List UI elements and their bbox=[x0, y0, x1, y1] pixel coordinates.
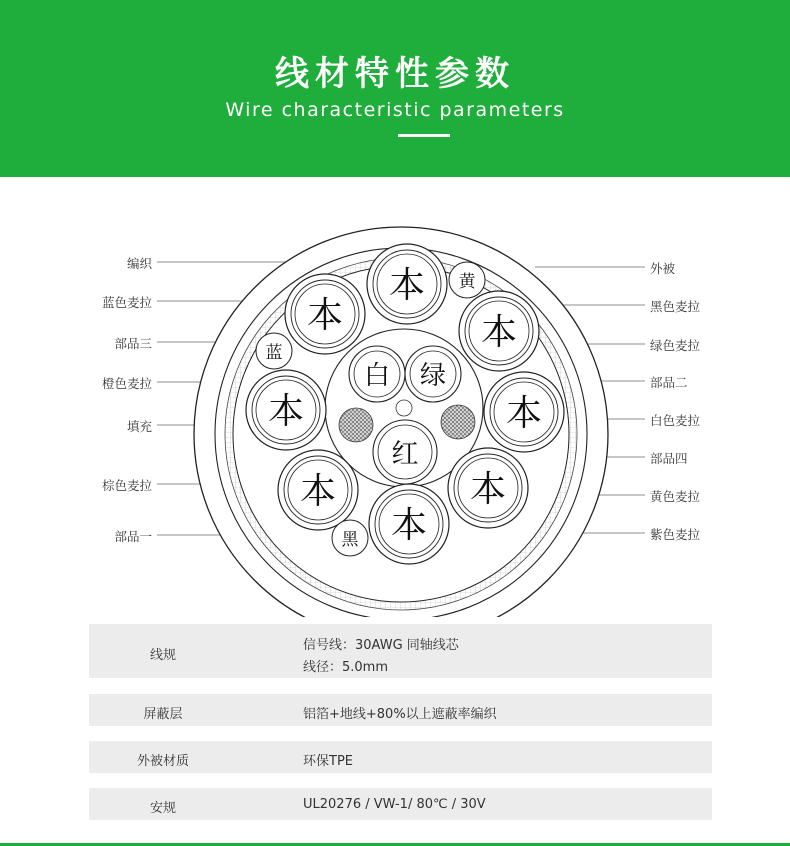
label-blue-mylar: 蓝色麦拉 bbox=[101, 295, 152, 310]
core-ben-label: 本 bbox=[505, 393, 543, 434]
spec-row-jacket bbox=[89, 741, 712, 773]
label-black-mylar: 黑色麦拉 bbox=[650, 299, 701, 314]
spec-row-safety bbox=[89, 788, 712, 820]
core-ben-label: 本 bbox=[480, 312, 518, 353]
core-red bbox=[373, 420, 437, 484]
label-part-one: 部品一 bbox=[114, 529, 152, 544]
spec-value: 信号线：30AWG 同轴线芯 bbox=[303, 638, 459, 653]
cable-cross-section-diagram bbox=[0, 177, 790, 617]
label-brown-mylar: 棕色麦拉 bbox=[101, 478, 152, 493]
label-white-mylar: 白色麦拉 bbox=[650, 413, 701, 428]
title-underline bbox=[398, 134, 450, 137]
core-black bbox=[332, 520, 368, 556]
spec-value: 线径：5.0mm bbox=[303, 660, 389, 675]
core-yellow bbox=[449, 262, 485, 298]
spec-label: 屏蔽层 bbox=[143, 707, 183, 722]
core-ben-3 bbox=[459, 291, 539, 371]
cable-diagram-svg bbox=[0, 177, 790, 617]
spec-value: 环保TPE bbox=[303, 754, 353, 769]
label-green-mylar: 绿色麦拉 bbox=[650, 338, 701, 353]
core-green bbox=[405, 346, 461, 402]
label-part-two: 部品二 bbox=[650, 375, 688, 390]
label-orange-mylar: 橙色麦拉 bbox=[101, 376, 152, 391]
spec-label: 安规 bbox=[149, 801, 176, 816]
filler-left bbox=[339, 408, 373, 442]
core-ben-label: 本 bbox=[306, 295, 344, 336]
core-green-label: 绿 bbox=[419, 361, 447, 391]
label-purple-mylar: 紫色麦拉 bbox=[650, 527, 701, 542]
label-braid: 编织 bbox=[126, 256, 152, 271]
center-filler bbox=[396, 400, 412, 416]
core-ben-label: 本 bbox=[469, 469, 507, 510]
spec-label: 线规 bbox=[149, 648, 176, 663]
core-ben-7 bbox=[448, 448, 528, 528]
core-red-label: 红 bbox=[391, 439, 419, 470]
core-white-label: 白 bbox=[363, 361, 391, 391]
header-banner bbox=[0, 0, 790, 177]
core-yellow-label: 黄 bbox=[458, 272, 476, 292]
filler-right bbox=[441, 405, 475, 439]
core-ben-label: 本 bbox=[299, 471, 337, 512]
core-ben-label: 本 bbox=[390, 505, 428, 546]
spec-row-gauge bbox=[89, 624, 712, 678]
label-filler: 填充 bbox=[126, 419, 152, 434]
core-white bbox=[349, 346, 405, 402]
spec-value: UL20276 / VW-1/ 80℃ / 30V bbox=[303, 797, 486, 812]
core-ben-label: 本 bbox=[388, 265, 426, 306]
label-part-three: 部品三 bbox=[114, 336, 152, 351]
core-blue bbox=[256, 333, 292, 369]
spec-label: 外被材质 bbox=[136, 754, 189, 769]
label-jacket: 外被 bbox=[650, 261, 676, 276]
page-title: 线材特性参数 bbox=[275, 54, 515, 94]
core-ben-4 bbox=[246, 370, 326, 450]
core-ben-8 bbox=[369, 484, 449, 564]
core-ben-1 bbox=[367, 244, 447, 324]
spec-value: 铝箔+地线+80%以上遮蔽率编织 bbox=[303, 707, 497, 722]
core-black-label: 黑 bbox=[341, 530, 359, 550]
core-ben-5 bbox=[484, 372, 564, 452]
page-subtitle: Wire characteristic parameters bbox=[225, 99, 565, 121]
label-yellow-mylar: 黄色麦拉 bbox=[650, 489, 701, 504]
core-ben-label: 本 bbox=[267, 391, 305, 432]
core-ben-6 bbox=[278, 450, 358, 530]
label-part-four: 部品四 bbox=[650, 451, 688, 466]
core-ben-2 bbox=[285, 274, 365, 354]
core-blue-label: 蓝 bbox=[265, 343, 283, 363]
spec-row-shield bbox=[89, 694, 712, 726]
